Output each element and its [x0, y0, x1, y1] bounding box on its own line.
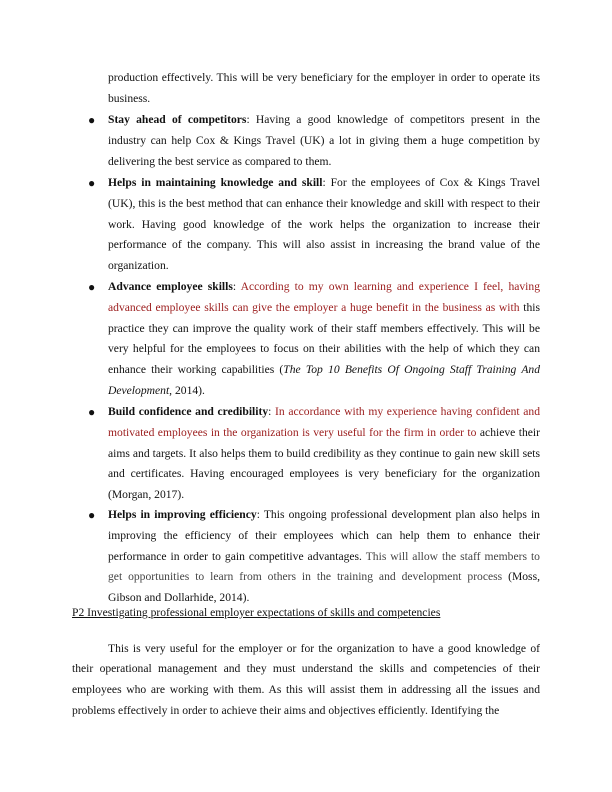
bullet-text: For the employees of Cox & Kings Travel (UK), this is the best method that can enhance their knowledge and skill with respect to their work. Having good knowledge of the work helps the organization to increase their performance of the company. This will also assist in increasing the brand value of the organization.	[108, 176, 540, 273]
bullet-title: Build confidence and credibility	[108, 405, 269, 418]
body-paragraph: This is very useful for the employer or for the organization to have a good knowledge of their operational management and they must understand the skills and competencies of their employees who are working with them. As this will assist them in addressing all the issues and problems effectively in order to achieve their aims and objectives efficiently. Identifying the	[72, 641, 540, 717]
bullet-title: Helps in improving efficiency	[108, 508, 257, 521]
continuation-paragraph: production effectively. This will be very beneficiary for the employer in order to operate its business.	[108, 71, 540, 105]
bullet-text-highlight: According to my own learning and experience I feel, having advanced employee skills can give the employer a huge benefit in the business as with	[108, 280, 540, 314]
section-heading: P2 Investigating professional employer expectations of skills and competencies	[72, 606, 441, 619]
citation: (Moss, Gibson and Dollarhide, 2014).	[108, 570, 540, 605]
bullet-icon: ●	[88, 280, 96, 294]
bullet-title: Helps in maintaining knowledge and skill	[108, 176, 323, 189]
bullet-item-competitors: ● Stay ahead of competitors: Having a good knowledge of competitors present in the industry can help Cox & Kings Travel (UK) a lot in giving them a huge competition by delivering the best service as compared to them.	[108, 110, 540, 172]
citation-title: The Top 10 Benefits Of Ongoing Staff Training And Development	[108, 363, 540, 397]
bullet-text: achieve their aims and targets. It also helps them to build credibility as they continue to gain new skill sets and certificates. Having encouraged employees is very beneficiary for the organization (Morgan, 2017).	[108, 425, 540, 502]
bullet-text: This ongoing professional development plan also helps in improving the efficiency of their employees which can help them to enhance their performance in order to gain competitive advantages.	[108, 508, 540, 563]
bullet-text-grey: This will allow the staff members to get opportunities to learn from others in the training and development process	[108, 549, 540, 584]
bullet-text: this practice they can improve the quality work of their staff members effectively. This will be very helpful for the employees to focus on their abilities with the help of which they can enhance their working capabilities (	[108, 300, 540, 377]
bullet-item-advance-skills: ● Advance employee skills: According to my own learning and experience I feel, having advanced employee skills can give the employer a huge benefit in the business as with this practice they can improve the quality work of their staff members effectively. This will be very helpful for the employees to focus on their abilities with the help of which they can enhance their working capabilities (The Top 10 Benefits Of Ongoing Staff Training And Development, 2014).	[108, 277, 540, 402]
bullet-icon: ●	[88, 176, 96, 190]
bullet-item-knowledge: ● Helps in maintaining knowledge and skill: For the employees of Cox & Kings Travel (UK), this is the best method that can enhance their knowledge and skill with respect to their work. Having good knowledge of the work helps the organization to increase their performance of the company. This will also assist in increasing the brand value of the organization.	[108, 173, 540, 277]
bullet-title: Advance employee skills	[108, 280, 233, 293]
citation-year: , 2014).	[169, 383, 205, 397]
bullet-icon: ●	[88, 113, 96, 127]
bullet-text: Having a good knowledge of competitors present in the industry can help Cox & Kings Travel (UK) a lot in giving them a huge competition by delivering the best service as compared to them.	[108, 113, 540, 168]
bullet-text-highlight: In accordance with my experience having confident and motivated employees in the organization is very useful for the firm in order to	[108, 405, 540, 439]
bullet-icon: ●	[88, 405, 96, 419]
bullet-title: Stay ahead of competitors	[108, 113, 247, 126]
bullet-icon: ●	[88, 508, 96, 522]
bullet-item-confidence: ● Build confidence and credibility: In accordance with my experience having confident and motivated employees in the organization is very useful for the firm in order to achieve their aims and targets. It also helps them to build credibility as they continue to gain new skill sets and certificates. Having encouraged employees is very beneficiary for the organization (Morgan, 2017).	[108, 402, 540, 506]
bullet-item-efficiency: ● Helps in improving efficiency: This ongoing professional development plan also helps in improving the efficiency of their employees which can help them to enhance their performance in order to gain competitive advantages. This will allow the staff members to get opportunities to learn from others in the training and development process (Moss, Gibson and Dollarhide, 2014).	[108, 505, 540, 609]
